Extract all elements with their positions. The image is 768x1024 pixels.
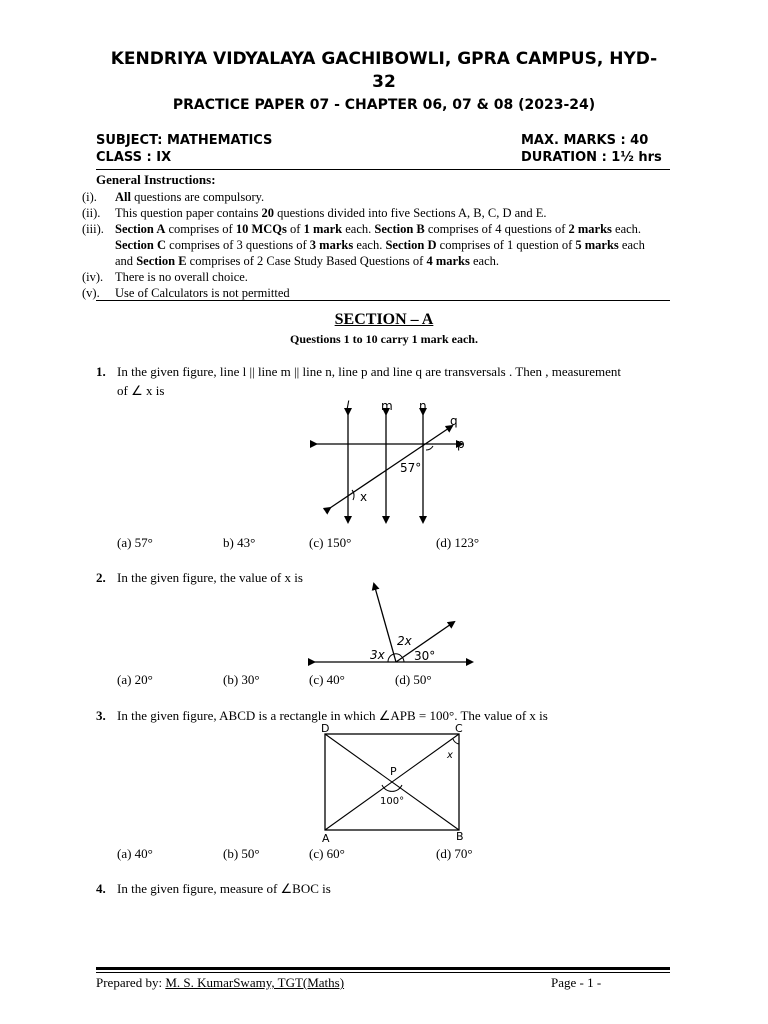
question-1-option-b[interactable]: b) 43° <box>223 535 256 550</box>
question-4-number: 4. <box>96 881 106 896</box>
header-divider <box>96 169 670 170</box>
question-3-option-d[interactable]: (d) 70° <box>436 846 473 861</box>
instructions-divider <box>96 300 670 301</box>
label-2x: 2x <box>397 634 412 648</box>
question-3-figure <box>316 722 472 844</box>
label-p: P <box>390 765 397 778</box>
instructions-heading: General Instructions: <box>96 172 216 187</box>
question-2-option-d[interactable]: (d) 50° <box>395 672 432 687</box>
class-label: CLASS : IX <box>96 150 172 165</box>
label-c: C <box>455 722 463 735</box>
label-3x: 3x <box>370 648 385 662</box>
instructions-list <box>82 189 672 301</box>
label-l: l <box>346 399 350 413</box>
paper-title: PRACTICE PAPER 07 - CHAPTER 06, 07 & 08 (2023-24) <box>172 97 596 113</box>
page-number: Page - 1 - <box>551 975 602 990</box>
angle-x-arc <box>453 739 459 744</box>
footer-prepared-by <box>96 975 344 991</box>
angle-apb-arc <box>382 785 402 791</box>
school-name-line1: KENDRIYA VIDYALAYA GACHIBOWLI, GPRA CAMPUS, HYD- <box>110 49 658 69</box>
duration-label: DURATION : 1½ hrs <box>521 150 662 165</box>
question-3-text: In the given figure, ABCD is a rectangle in which ∠APB = 100°. The value of x is <box>117 708 548 723</box>
question-3-option-b[interactable]: (b) 50° <box>223 846 260 861</box>
label-b: B <box>456 830 464 843</box>
question-1-text-line2: of ∠ x is <box>117 383 165 398</box>
question-2-option-a[interactable]: (a) 20° <box>117 672 153 687</box>
arc-2x <box>394 654 402 657</box>
label-n: n <box>419 399 427 413</box>
label-q: q <box>450 414 458 428</box>
instruction-text: All questions are compulsory. <box>115 190 265 204</box>
instruction-text: This question paper contains 20 questions divided into five Sections A, B, C, D and E. <box>115 206 547 220</box>
question-2-option-b[interactable]: (b) 30° <box>223 672 260 687</box>
question-2-option-c[interactable]: (c) 40° <box>309 672 345 687</box>
max-marks-label: MAX. MARKS : 40 <box>521 133 649 148</box>
instruction-number: (iv). <box>82 270 104 284</box>
question-3-option-a[interactable]: (a) 40° <box>117 846 153 861</box>
angle-57-arc <box>426 446 433 450</box>
question-2-text: In the given figure, the value of x is <box>117 570 303 585</box>
instruction-text: Use of Calculators is not permitted <box>115 286 290 300</box>
label-57: 57° <box>400 461 422 475</box>
question-4-text: In the given figure, measure of ∠BOC is <box>117 881 331 896</box>
question-2-number: 2. <box>96 570 106 585</box>
question-1-option-a[interactable]: (a) 57° <box>117 535 153 550</box>
label-30: 30° <box>414 649 436 663</box>
label-d: D <box>321 722 330 735</box>
label-100: 100° <box>380 796 405 807</box>
subject-label: SUBJECT: MATHEMATICS <box>96 133 273 148</box>
question-1-number: 1. <box>96 364 106 379</box>
author-name: M. S. KumarSwamy, TGT(Maths) <box>165 975 345 990</box>
section-title: SECTION – A <box>334 311 434 328</box>
school-name-line2: 32 <box>372 72 396 92</box>
instruction-number: (ii). <box>82 206 101 220</box>
label-x: x <box>447 750 453 761</box>
footer-divider-thick <box>96 967 670 970</box>
prepared-by-label: Prepared by: <box>96 975 166 990</box>
instruction-number: (v). <box>82 286 100 300</box>
label-m: m <box>381 399 393 413</box>
question-1-option-d[interactable]: (d) 123° <box>436 535 480 550</box>
question-3-option-c[interactable]: (c) 60° <box>309 846 345 861</box>
arc-30 <box>402 657 404 662</box>
label-x: x <box>360 490 368 504</box>
label-a: A <box>322 832 330 844</box>
question-1-text-line1: In the given figure, line l || line m || line n, line p and line q are transversals . Then , measurement <box>117 364 622 379</box>
question-3-number: 3. <box>96 708 106 723</box>
question-2-figure <box>308 578 478 668</box>
instruction-text: There is no overall choice. <box>115 270 248 284</box>
instruction-number: (i). <box>82 190 97 204</box>
instruction-number: (iii). <box>82 222 104 236</box>
question-1-figure <box>300 396 480 530</box>
arc-3x <box>388 654 394 662</box>
question-1-option-c[interactable]: (c) 150° <box>309 535 352 550</box>
footer-divider-thin <box>96 972 670 973</box>
label-p: p <box>457 437 465 451</box>
section-subtitle: Questions 1 to 10 carry 1 mark each. <box>290 332 478 346</box>
instruction-text: Section A comprises of 10 MCQs of 1 mark each. Section B comprises of 4 questions of 2 marks each. Section C comprises of 3 questions of 3 marks each. Section D comprises of 1 question of 5 marks each and Section E comprises of 2 Case Study Based Questions of 4 marks each. <box>115 222 645 268</box>
